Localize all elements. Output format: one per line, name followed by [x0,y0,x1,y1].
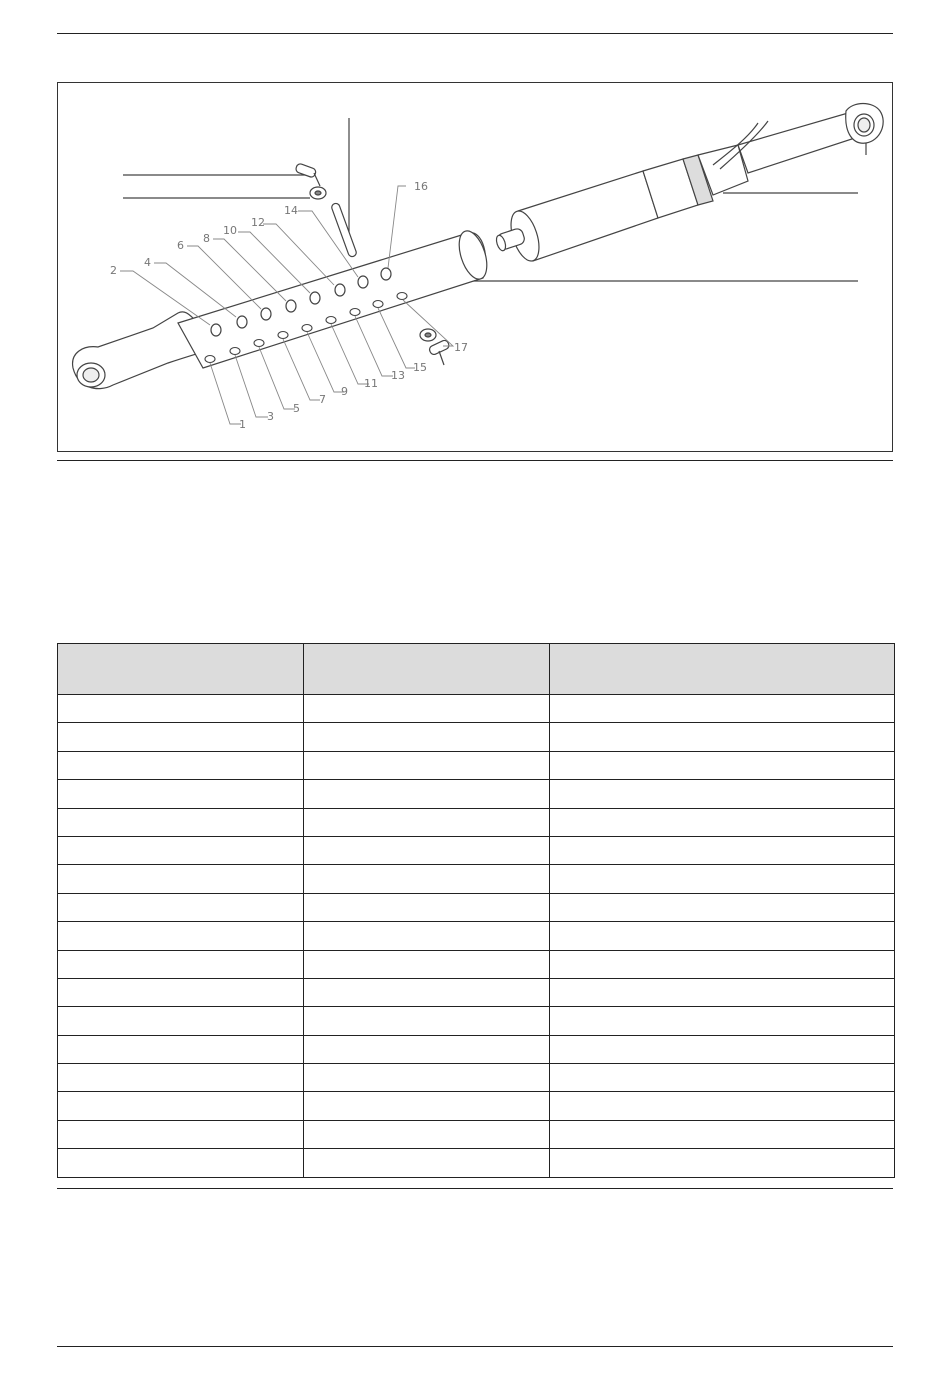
callout-8: 8 [203,232,210,245]
table-cell [304,1149,550,1177]
table-cell [58,978,304,1006]
callout-17: 17 [454,341,468,354]
table-cell [304,1007,550,1035]
table-cell [58,1149,304,1177]
table-cell [304,978,550,1006]
table-row [58,1007,895,1035]
table-cell [304,865,550,893]
table-cell [304,723,550,751]
table-cell [550,751,895,779]
table-cell [304,1092,550,1120]
table-cell [304,695,550,723]
table-cell [550,865,895,893]
hole-9 [302,325,312,332]
hole-2 [211,324,221,336]
table-cell [58,1092,304,1120]
exploded-view-figure [57,82,893,452]
table-cell [550,1120,895,1148]
pin-icon [331,202,358,257]
table-row [58,950,895,978]
hole-17 [397,293,407,300]
table-cell [550,1035,895,1063]
table-cell [304,1120,550,1148]
table-cell [550,950,895,978]
table-row [58,1064,895,1092]
table-row [58,723,895,751]
table-cell [58,780,304,808]
hole-5 [254,340,264,347]
callout-7: 7 [319,393,326,406]
actuator-motor-body-icon [495,104,883,265]
table-body [58,695,895,1178]
callout-9: 9 [341,385,348,398]
table-cell [304,950,550,978]
table-header-row [58,644,895,695]
table-cell [304,836,550,864]
table-row [58,1120,895,1148]
hole-11 [326,317,336,324]
footer-rule [57,1346,893,1347]
callout-16: 16 [414,180,428,193]
table-cell [58,723,304,751]
callout-4: 4 [144,256,151,269]
table-row [58,1035,895,1063]
callout-15: 15 [413,361,427,374]
table-cell [304,1035,550,1063]
hole-1 [205,356,215,363]
table-cell [58,922,304,950]
table-cell [58,1035,304,1063]
table-cell [550,836,895,864]
actuator-exploded-drawing [58,83,892,451]
table-cell [550,808,895,836]
table-cell [304,893,550,921]
table-row [58,836,895,864]
callout-3: 3 [267,410,274,423]
callout-12: 12 [251,216,265,229]
parts-list-table [57,643,895,1178]
table-row [58,1092,895,1120]
table-row [58,808,895,836]
callout-11: 11 [364,377,378,390]
hole-3 [230,348,240,355]
table-row [58,780,895,808]
hole-10 [310,292,320,304]
top-rule [57,33,893,34]
callout-5: 5 [293,402,300,415]
table-cell [58,1007,304,1035]
table-cell [58,808,304,836]
hole-16 [381,268,391,280]
table-cell [58,893,304,921]
table-cell [550,978,895,1006]
table-cell [304,922,550,950]
table-cell [58,695,304,723]
table-row [58,865,895,893]
table-cell [58,865,304,893]
table-cell [58,950,304,978]
table-cell [550,1149,895,1177]
table-cell [550,1007,895,1035]
table-bottom-rule [57,1188,893,1189]
table-header-cell [304,644,550,695]
hole-6 [261,308,271,320]
table-cell [304,751,550,779]
table-row [58,922,895,950]
hole-4 [237,316,247,328]
table-cell [304,808,550,836]
table-cell [58,751,304,779]
table-row [58,751,895,779]
table-row [58,893,895,921]
table-cell [550,1064,895,1092]
hole-13 [350,309,360,316]
table-cell [550,893,895,921]
table-cell [58,836,304,864]
callout-6: 6 [177,239,184,252]
table-row [58,695,895,723]
table-header-cell [58,644,304,695]
table-cell [304,1064,550,1092]
table-cell [304,780,550,808]
callout-13: 13 [391,369,405,382]
table-row [58,978,895,1006]
table-row [58,1149,895,1177]
table-header-cell [550,644,895,695]
table-cell [58,1064,304,1092]
hole-7 [278,332,288,339]
callout-10: 10 [223,224,237,237]
callout-2: 2 [110,264,117,277]
callout-14: 14 [284,204,298,217]
hole-14 [358,276,368,288]
hole-15 [373,301,383,308]
figure-bottom-rule [57,460,893,461]
hole-12 [335,284,345,296]
screw-bottom-icon [428,339,450,365]
table-cell [58,1120,304,1148]
table-cell [550,1092,895,1120]
callout-1: 1 [239,418,246,431]
table-cell [550,922,895,950]
table-cell [550,723,895,751]
table-cell [550,695,895,723]
table-cell [550,780,895,808]
hole-8 [286,300,296,312]
